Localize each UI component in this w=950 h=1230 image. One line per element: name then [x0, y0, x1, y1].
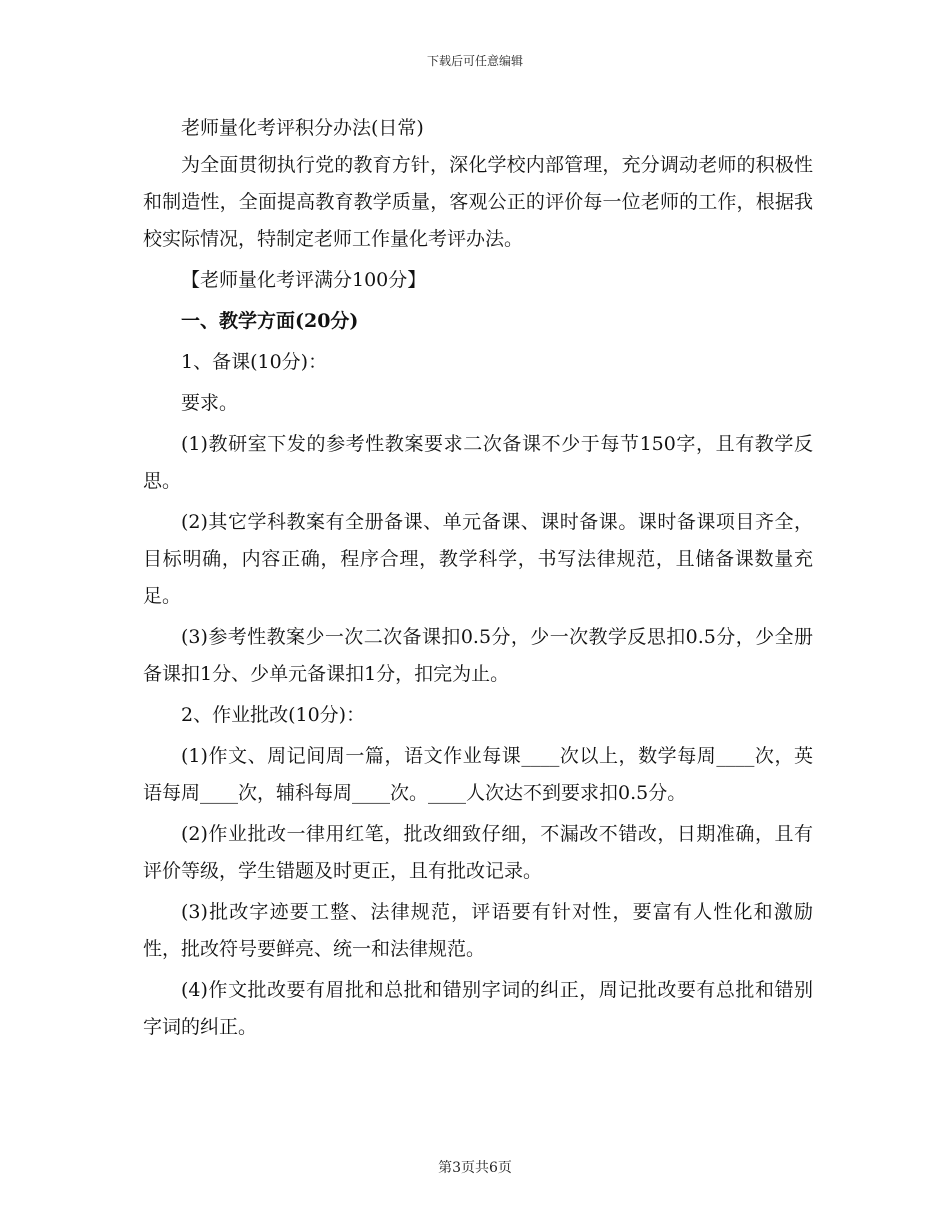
- page-header: 下载后可任意编辑: [426, 54, 523, 68]
- homework-point-4: (4)作文批改要有眉批和总批和错别字词的纠正，周记批改要有总批和错别字词的纠正。: [143, 979, 813, 1038]
- section-heading-teaching: 一、教学方面(20分): [181, 310, 359, 332]
- document-title: 老师量化考评积分办法(日常): [181, 117, 424, 139]
- homework-point-1: (1)作文、周记间周一篇，语文作业每课____次以上，数学每周____次，英语每周____次，辅科每周____次。____人次达不到要求扣0.5分。: [143, 745, 813, 804]
- lesson-prep-point-2: (2)其它学科教案有全册备课、单元备课、课时备课。课时备课项目齐全，目标明确，内容正确，程序合理，教学科学，书写法律规范，且储备课数量充足。: [143, 511, 813, 607]
- homework-point-2: (2)作业批改一律用红笔，批改细致仔细，不漏改不错改，日期准确，且有评价等级，学生错题及时更正，且有批改记录。: [143, 823, 813, 882]
- intro-paragraph: 为全面贯彻执行党的教育方针，深化学校内部管理，充分调动老师的积极性和制造性，全面提高教育教学质量，客观公正的评价每一位老师的工作，根据我校实际情况，特制定老师工作量化考评办法。: [143, 154, 813, 250]
- document-body: [143, 110, 813, 1046]
- lesson-prep-point-1: (1)教研室下发的参考性教案要求二次备课不少于每节150字，且有教学反思。: [143, 433, 813, 492]
- homework-point-3: (3)批改字迹要工整、法律规范，评语要有针对性，要富有人性化和激励性，批改符号要鲜亮、统一和法律规范。: [143, 901, 813, 960]
- item-heading-lesson-prep: 1、备课(10分)：: [181, 351, 328, 373]
- total-score-line: 【老师量化考评满分100分】: [181, 269, 427, 291]
- requirement-label: 要求。: [181, 392, 239, 414]
- lesson-prep-point-3: (3)参考性教案少一次二次备课扣0.5分，少一次教学反思扣0.5分，少全册备课扣1分、少单元备课扣1分，扣完为止。: [143, 626, 813, 685]
- item-heading-homework: 2、作业批改(10分)：: [181, 704, 366, 726]
- page-footer: 第3页共6页: [438, 1160, 512, 1176]
